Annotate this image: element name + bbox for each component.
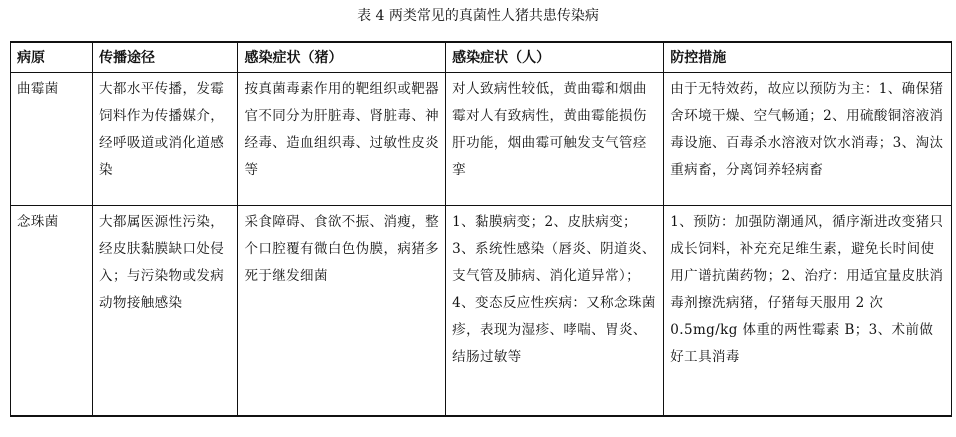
table-header-row (11, 42, 952, 73)
table-row (11, 73, 952, 206)
table-row (11, 206, 952, 416)
cell-human-symptoms: 1、黏膜病变；2、皮肤病变；3、系统性感染（唇炎、阴道炎、支气管及肺病、消化道异常）；4、变态反应性疾病：又称念珠菌疹，表现为湿疹、哮喘、胃炎、结肠过敏等 (446, 206, 664, 416)
cell-pathogen: 曲霉菌 (11, 73, 93, 206)
cell-control-measures: 由于无特效药，故应以预防为主：1、确保猪舍环境干燥、空气畅通；2、用硫酸铜溶液消毒设施、百毒杀水溶液对饮水消毒；3、淘汰重病畜，分离饲养轻病畜 (664, 73, 952, 206)
header-pig-symptoms: 感染症状（猪） (238, 42, 446, 73)
table-caption: 表 4 两类常见的真菌性人猪共患传染病 (357, 8, 599, 24)
header-transmission-route: 传播途径 (93, 42, 238, 73)
cell-pig-symptoms: 采食障碍、食欲不振、消瘦，整个口腔覆有微白色伪膜，病猪多死于继发细菌 (238, 206, 446, 416)
header-control-measures: 防控措施 (664, 42, 952, 73)
header-pathogen: 病原 (11, 42, 93, 73)
cell-control-measures: 1、预防：加强防潮通风，循序渐进改变猪只成长饲料，补充充足维生素，避免长时间使用广谱抗菌药物；2、治疗：用适宜量皮肤消毒剂擦洗病猪，仔猪每天服用 2 次 0.5mg/kg 体重的两性霉素 B；3、术前做好工具消毒 (664, 206, 952, 416)
cell-human-symptoms: 对人致病性较低，黄曲霉和烟曲霉对人有致病性，黄曲霉能损伤肝功能，烟曲霉可触发支气管痉挛 (446, 73, 664, 206)
header-human-symptoms: 感染症状（人） (446, 42, 664, 73)
cell-pathogen: 念珠菌 (11, 206, 93, 416)
cell-transmission-route: 大都属医源性污染，经皮肤黏膜缺口处侵入；与污染物或发病动物接触感染 (93, 206, 238, 416)
cell-pig-symptoms: 按真菌毒素作用的靶组织或靶器官不同分为肝脏毒、肾脏毒、神经毒、造血组织毒、过敏性皮炎等 (238, 73, 446, 206)
fungal-disease-table (10, 41, 952, 417)
cell-transmission-route: 大都水平传播，发霉饲料作为传播媒介，经呼吸道或消化道感染 (93, 73, 238, 206)
